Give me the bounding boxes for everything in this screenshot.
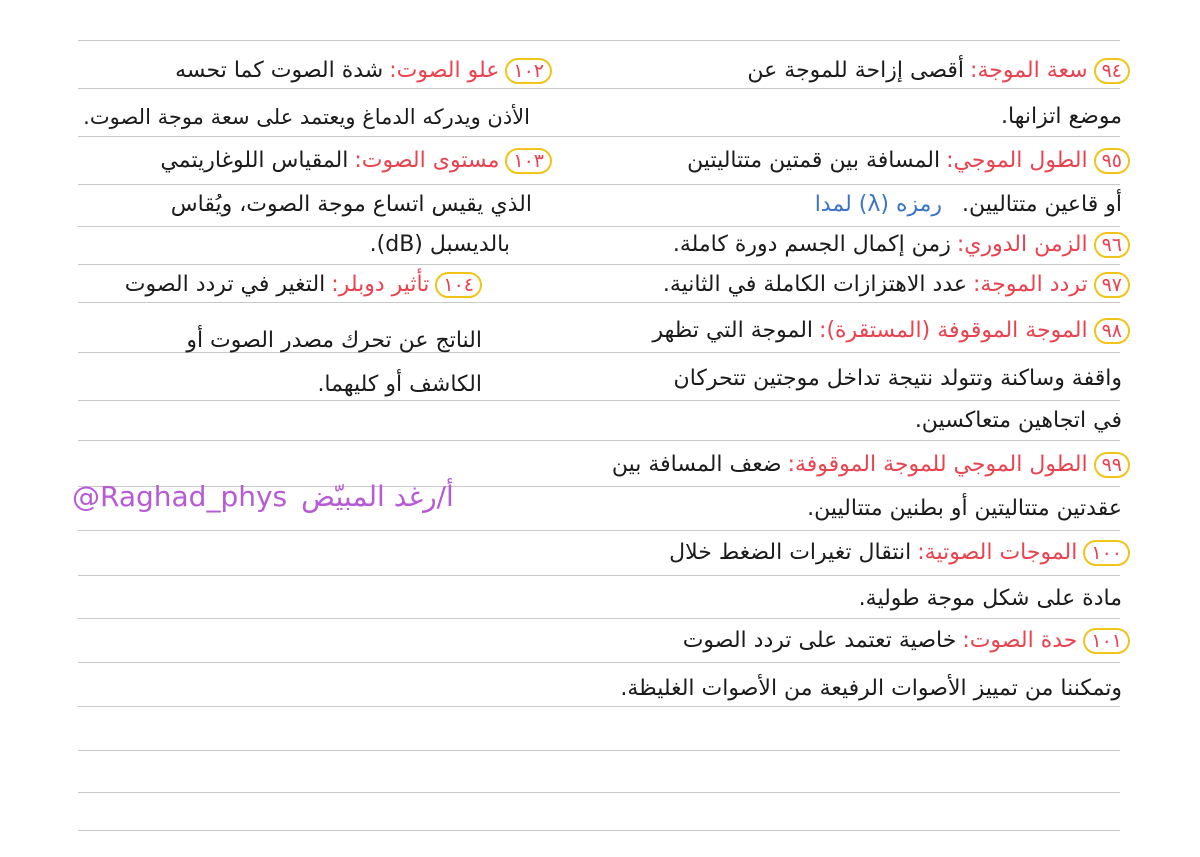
entry-term: مستوى الصوت:	[354, 148, 500, 173]
entry-definition: انتقال تغيرات الضغط خلال	[669, 540, 912, 565]
ruled-line	[78, 440, 1120, 441]
watermark-name: أ/رغد المبيّض	[301, 480, 454, 513]
entry-99-line2	[807, 494, 1122, 524]
entry-98-line3	[915, 406, 1122, 436]
entry-number: ١٠٣	[505, 148, 552, 174]
entry-103-line3	[370, 230, 510, 260]
entry-definition: أقصى إزاحة للموجة عن	[747, 58, 965, 83]
entry-definition: في اتجاهين متعاكسين.	[914, 408, 1122, 433]
entry-102-line2	[83, 102, 530, 132]
entry-definition: المسافة بين قمتين متتاليتين	[687, 148, 941, 173]
entry-term: الطول الموجي:	[946, 148, 1088, 173]
ruled-line	[78, 264, 1120, 265]
entry-101-line1	[683, 626, 1130, 656]
entry-number: ١٠٤	[435, 272, 482, 298]
ruled-line	[78, 706, 1120, 707]
entry-definition: الكاشف أو كليهما.	[317, 372, 482, 397]
entry-definition: زمن إكمال الجسم دورة كاملة.	[672, 232, 951, 257]
entry-number: ٩٤	[1094, 58, 1130, 84]
entry-104-line2	[186, 326, 482, 356]
entry-definition: أو قاعين متتاليين.	[962, 192, 1122, 217]
entry-definition: عقدتين متتاليتين أو بطنين متتاليين.	[807, 496, 1122, 521]
ruled-line	[78, 302, 1120, 303]
entry-95-line1	[687, 146, 1130, 176]
entry-term: تردد الموجة:	[973, 272, 1088, 297]
ruled-line	[78, 400, 1120, 401]
ruled-line	[78, 40, 1120, 41]
ruled-line	[78, 830, 1120, 831]
entry-100-line2	[859, 584, 1122, 614]
entry-term: الموجات الصوتية:	[917, 540, 1078, 565]
ruled-line	[78, 662, 1120, 663]
entry-99-line1	[612, 450, 1130, 480]
entry-103-line1	[160, 146, 552, 176]
entry-number: ١٠١	[1083, 628, 1130, 654]
entry-definition: الذي يقيس اتساع موجة الصوت، ويُقاس	[170, 192, 532, 217]
entry-98-line1	[653, 316, 1131, 346]
entry-definition: الناتج عن تحرك مصدر الصوت أو	[186, 328, 482, 353]
entry-102-line1	[175, 56, 552, 86]
entry-term: الموجة الموقوفة (المستقرة):	[819, 318, 1088, 343]
entry-definition: الأذن ويدركه الدماغ ويعتمد على سعة موجة الصوت.	[83, 105, 530, 129]
entry-term: علو الصوت:	[389, 58, 500, 83]
entry-definition: ضعف المسافة بين	[611, 452, 782, 477]
ruled-line	[78, 184, 1120, 185]
entry-definition: شدة الصوت كما تحسه	[175, 58, 384, 83]
ruled-line	[78, 575, 1120, 576]
entry-number: ٩٦	[1094, 232, 1130, 258]
entry-term: الطول الموجي للموجة الموقوفة:	[787, 452, 1088, 477]
watermark-handle: @Raghad_phys	[72, 480, 288, 513]
entry-number: ١٠٢	[505, 58, 552, 84]
entry-definition: التغير في تردد الصوت	[124, 272, 326, 297]
entry-term: حدة الصوت:	[962, 628, 1078, 653]
ruled-line	[78, 226, 1120, 227]
entry-definition: خاصية تعتمد على تردد الصوت	[682, 628, 957, 653]
entry-number: ٩٨	[1094, 318, 1130, 344]
author-watermark	[72, 480, 454, 513]
entry-definition: المقياس اللوغاريتمي	[160, 148, 349, 173]
entry-100-line1	[669, 538, 1130, 568]
entry-number: ١٠٠	[1083, 540, 1130, 566]
entry-definition: الموجة التي تظهر	[652, 318, 814, 343]
entry-96-line1	[673, 230, 1130, 260]
entry-definition: واقفة وساكنة وتتولد نتيجة تداخل موجتين تتحركان	[673, 366, 1122, 391]
entry-term: الزمن الدوري:	[956, 232, 1088, 257]
ruled-line	[78, 750, 1120, 751]
entry-number: ٩٥	[1094, 148, 1130, 174]
entry-definition: بالديسبل (dB).	[369, 232, 510, 257]
entry-term: سعة الموجة:	[970, 58, 1088, 83]
entry-94-line1	[747, 56, 1130, 86]
entry-95-line2	[815, 190, 1122, 220]
entry-number: ٩٩	[1094, 452, 1130, 478]
entry-definition: موضع اتزانها.	[1001, 104, 1122, 129]
ruled-line	[78, 530, 1120, 531]
ruled-line	[78, 136, 1120, 137]
entry-98-line2	[674, 364, 1122, 394]
entry-definition: عدد الاهتزازات الكاملة في الثانية.	[662, 272, 968, 297]
entry-definition: مادة على شكل موجة طولية.	[858, 586, 1122, 611]
entry-number: ٩٧	[1094, 272, 1130, 298]
ruled-line	[78, 618, 1120, 619]
entry-103-line2	[171, 190, 532, 220]
entry-97-line1	[663, 270, 1130, 300]
entry-101-line2	[620, 674, 1122, 704]
entry-94-line2	[1001, 102, 1122, 132]
entry-104-line3	[317, 370, 482, 400]
ruled-line	[78, 792, 1120, 793]
entry-104-line1	[125, 270, 482, 300]
entry-term: تأثير دوبلر:	[331, 272, 430, 297]
ruled-line	[78, 88, 1120, 89]
entry-note: رمزه (λ) لمدا	[814, 192, 943, 217]
entry-definition: وتمكننا من تمييز الأصوات الرفيعة من الأصوات الغليظة.	[620, 676, 1122, 701]
